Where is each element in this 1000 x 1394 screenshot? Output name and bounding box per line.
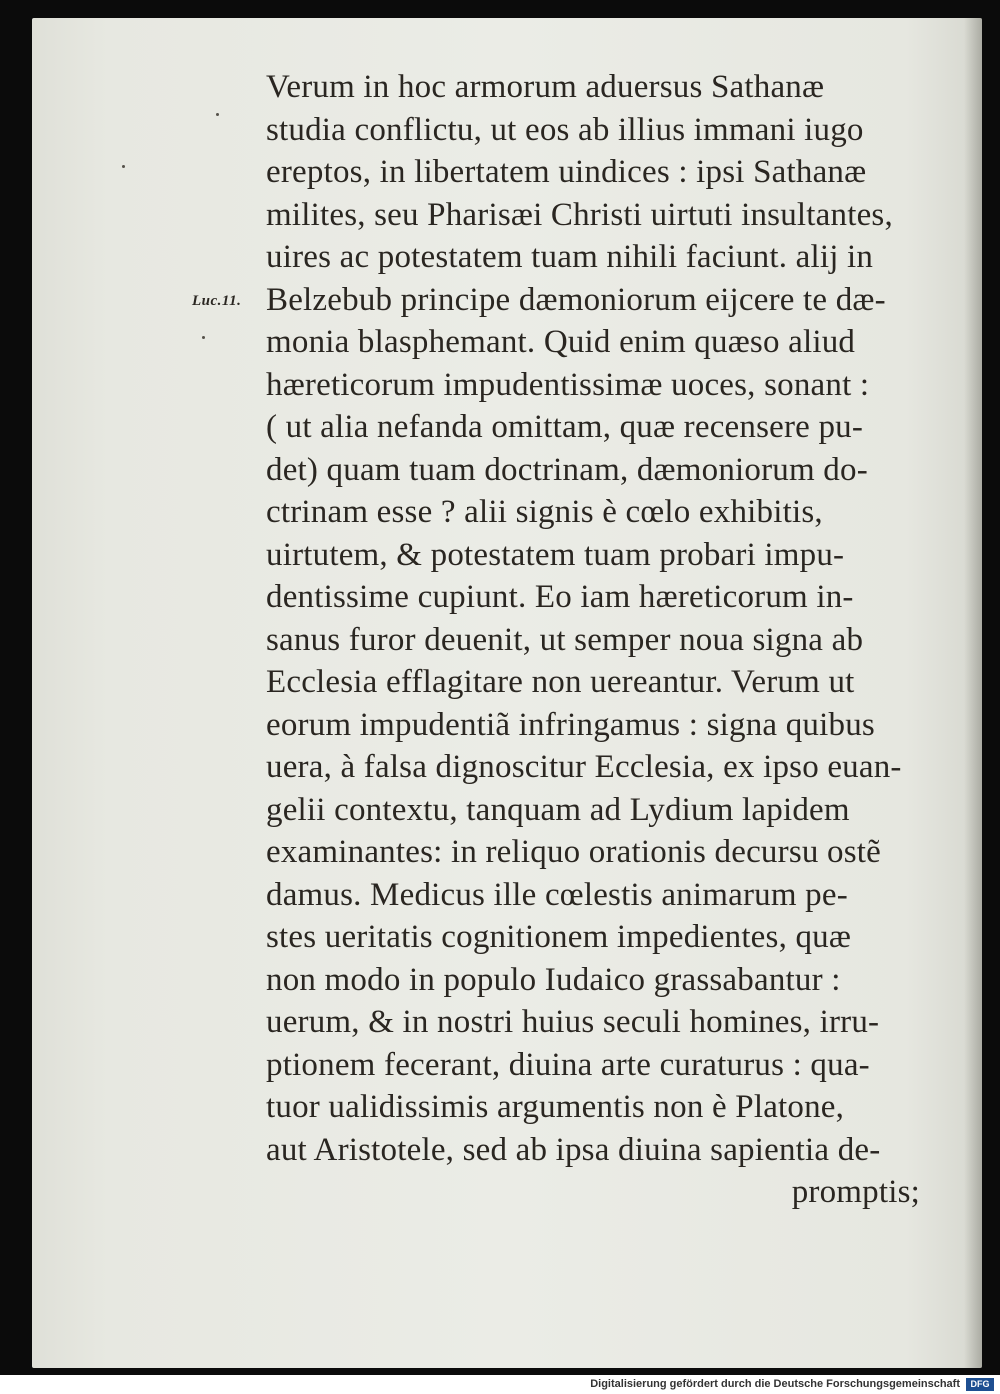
ink-speck — [122, 165, 125, 168]
text-line: examinantes: in reliquo orationis decursu ostẽ — [266, 834, 881, 870]
text-line: uerum, & in nostri huius seculi homines, irru- — [266, 1004, 880, 1040]
text-line: ptionem fecerant, diuina arte curaturus : qua- — [266, 1046, 870, 1083]
text-line: dentissime cupiunt. Eo iam hæreticorum in- — [266, 579, 854, 615]
ink-speck — [216, 113, 219, 116]
funding-credit: Digitalisierung gefördert durch die Deutsche Forschungsgemeinschaft — [590, 1378, 960, 1390]
text-line: hæreticorum impudentissimæ uoces, sonant : — [266, 366, 870, 403]
text-line: aut Aristotele, sed ab ipsa diuina sapientia de- — [266, 1131, 881, 1168]
text-line: milites, seu Pharisæi Christi uirtuti insultantes, — [266, 196, 893, 233]
text-line: eorum impudentiã infringamus : signa quibus — [266, 706, 875, 743]
page-edge-shadow — [964, 18, 982, 1368]
catchword: promptis; — [791, 1174, 920, 1210]
text-line: uirtutem, & potestatem tuam probari impu- — [266, 536, 845, 573]
text-line: ( ut alia nefanda omittam, quæ recensere pu- — [266, 409, 864, 445]
text-line: non modo in populo Iudaico grassabantur : — [266, 961, 841, 998]
text-line: stes ueritatis cognitionem impedientes, quæ — [266, 919, 852, 955]
margin-note: Luc.11. — [192, 293, 242, 309]
text-line: gelii contextu, tanquam ad Lydium lapidem — [266, 791, 850, 828]
text-line: Verum in hoc armorum aduersus Sathanæ — [266, 69, 825, 105]
text-line: ctrinam esse ? alii signis è cœlo exhibitis, — [266, 494, 823, 530]
dfg-logo-icon: DFG — [966, 1378, 994, 1391]
text-line: Belzebub principe dæmoniorum eijcere te dæ- — [266, 281, 886, 318]
book-page — [32, 18, 982, 1368]
text-line: studia conflictu, ut eos ab illius immani iugo — [266, 111, 864, 148]
text-line: uera, à falsa dignoscitur Ecclesia, ex ipso euan- — [266, 749, 902, 785]
footer-bar — [0, 1375, 1000, 1394]
text-line: Ecclesia efflagitare non uereantur. Verum ut — [266, 664, 855, 700]
text-line: uires ac potestatem tuam nihili faciunt. alij in — [266, 239, 874, 275]
page-text — [266, 66, 956, 1214]
text-line: damus. Medicus ille cœlestis animarum pe- — [266, 876, 848, 913]
text-line: ereptos, in libertatem uindices : ipsi Sathanæ — [266, 154, 867, 190]
text-line: monia blasphemant. Quid enim quæso aliud — [266, 324, 856, 360]
text-line: tuor ualidissimis argumentis non è Platone, — [266, 1089, 845, 1125]
text-line: det) quam tuam doctrinam, dæmoniorum do- — [266, 451, 868, 488]
text-line: sanus furor deuenit, ut semper noua signa ab — [266, 621, 864, 658]
ink-speck — [202, 336, 205, 339]
